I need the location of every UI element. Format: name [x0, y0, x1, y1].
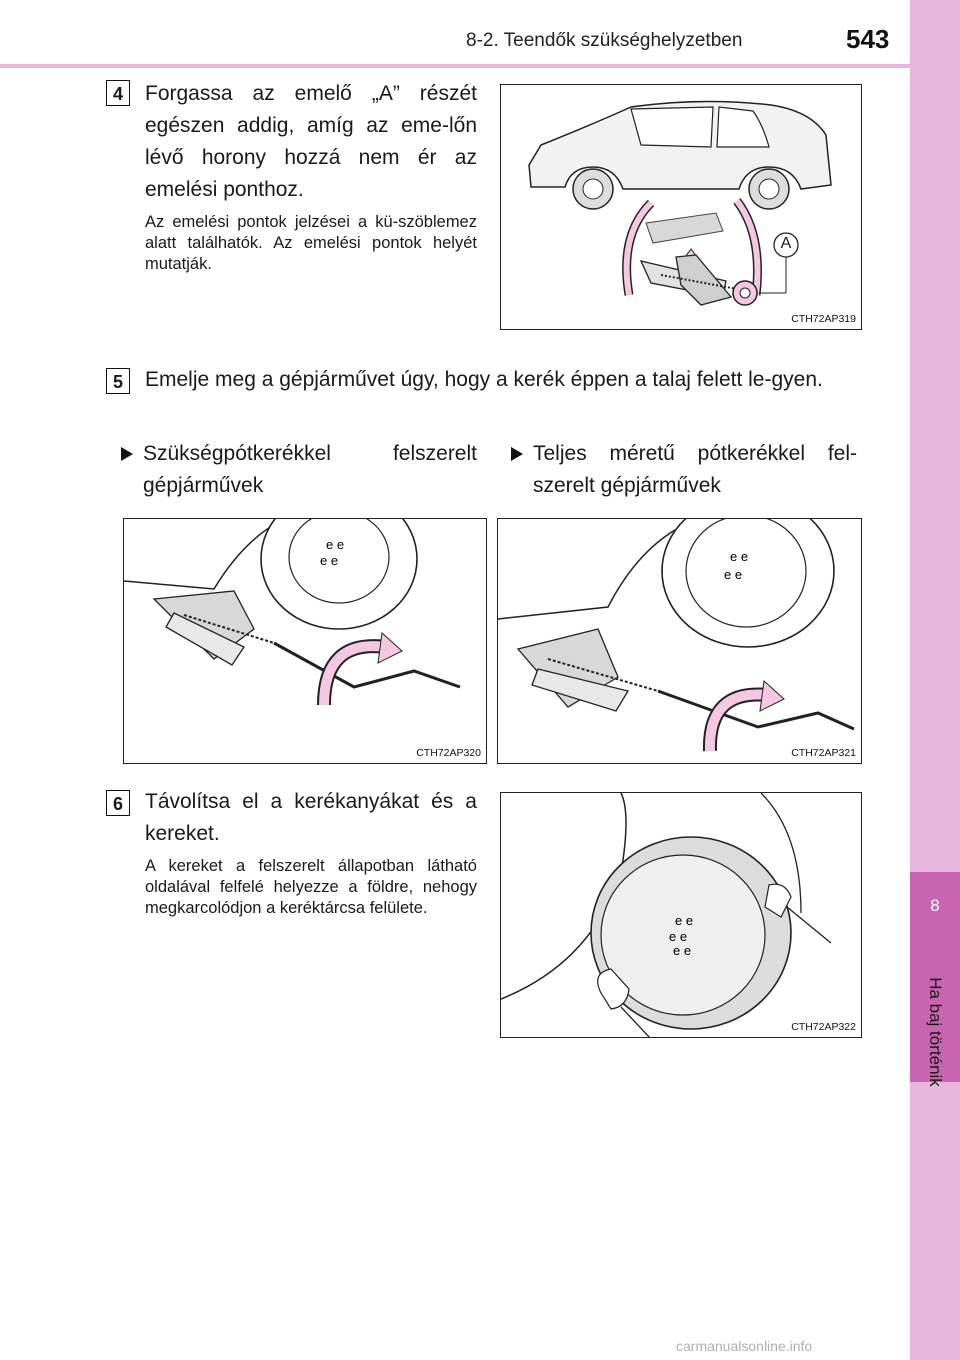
side-tab: [910, 0, 960, 1360]
step-6-text: Távolítsa el a kerékanyákat és a kereket.: [145, 790, 477, 845]
figure-code: CTH72AP321: [791, 747, 856, 759]
step-number-4: 4: [106, 80, 130, 106]
car-jack-illustration: [501, 85, 862, 330]
watermark: carmanualsonline.info: [676, 1338, 813, 1354]
option-full-size-spare-text: Teljes méretű pótkerékkel fel-szerelt gépjárművek: [533, 442, 857, 497]
remove-wheel-illustration: [501, 793, 862, 1038]
figure-compact-spare-jack: [123, 518, 487, 764]
figure-code: CTH72AP319: [791, 313, 856, 325]
bullet-triangle-icon: [121, 447, 133, 461]
figure-full-size-spare-jack: [497, 518, 862, 764]
option-compact-spare-text: Szükségpótkerékkel felszerelt gépjárművek: [143, 442, 477, 497]
step-6-note: A kereket a felszerelt állapotban látható oldalával felfelé helyezze a földre, nehogy megkarcolódjon a keréktárcsa felülete.: [145, 857, 477, 917]
step-number-6: 6: [106, 790, 130, 816]
svg-text:e e: e e: [730, 549, 749, 564]
svg-text:e e: e e: [673, 943, 692, 958]
compact-spare-illustration: [124, 519, 487, 764]
figure-code: CTH72AP322: [791, 1021, 856, 1033]
step-4-note: Az emelési pontok jelzései a kü-szöblemez alatt találhatók. Az emelési pontok helyét mutatják.: [145, 213, 477, 273]
step-4-text: Forgassa az emelő „A” részét egészen addig, amíg az eme-lőn lévő horony hozzá nem ér az emelési ponthoz.: [145, 82, 477, 201]
figure-remove-wheel: [500, 792, 862, 1038]
svg-text:e e: e e: [326, 537, 345, 552]
bullet-triangle-icon: [511, 447, 523, 461]
jack-label-a: A: [780, 235, 792, 252]
svg-text:e e: e e: [669, 929, 688, 944]
header-rule: [0, 64, 910, 68]
option-compact-spare: [121, 438, 477, 504]
svg-text:e e: e e: [724, 567, 743, 582]
chapter-number: 8: [930, 896, 940, 915]
chapter-title: Ha baj történik: [926, 977, 945, 1087]
svg-text:e e: e e: [675, 913, 694, 928]
figure-jack-lifting-point: [500, 84, 862, 330]
full-size-spare-illustration: [498, 519, 862, 764]
step-number-5: 5: [106, 368, 130, 394]
option-full-size-spare: [511, 438, 857, 504]
section-title: 8-2. Teendők szükséghelyzetben: [466, 30, 743, 51]
step-5-text: Emelje meg a gépjárművet úgy, hogy a kerék éppen a talaj felett le-gyen.: [145, 368, 823, 391]
svg-text:e e: e e: [320, 553, 339, 568]
figure-code: CTH72AP320: [416, 747, 481, 759]
page-number: 543: [846, 24, 890, 54]
